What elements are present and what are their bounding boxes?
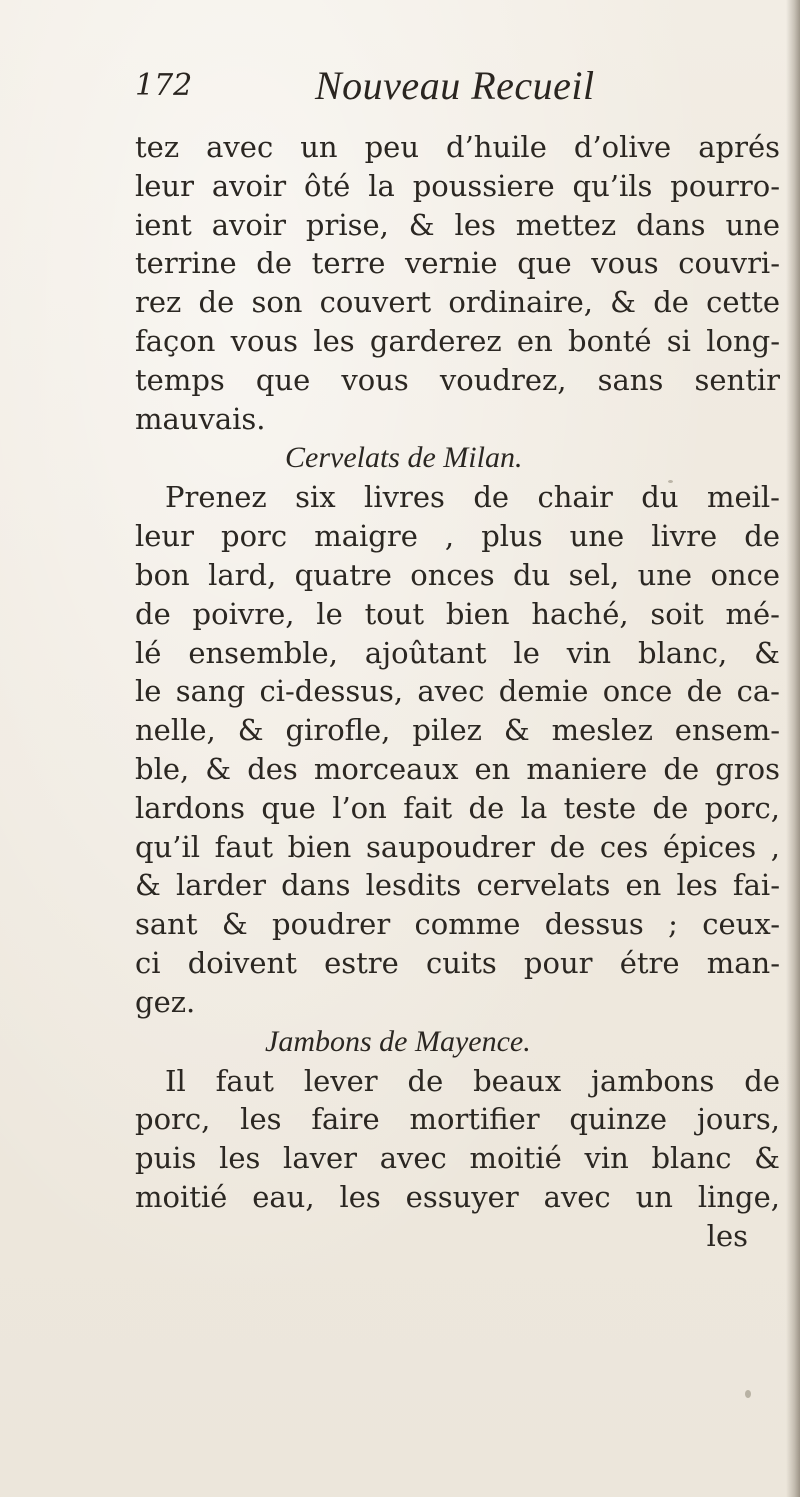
page-edge-shadow [786, 0, 800, 1497]
text-line: qu’il faut bien saupoudrer de ces épices , [135, 829, 780, 864]
text-line: ble, & des morceaux en maniere de gros [135, 751, 780, 786]
page-text [135, 128, 780, 1255]
text-line: lé ensemble, ajoûtant le vin blanc, & [135, 635, 780, 670]
text-line: le sang ci-dessus, avec demie once de ca- [135, 674, 780, 709]
text-line: ient avoir prise, & les mettez dans une [135, 207, 780, 242]
text-line: sant & poudrer comme dessus ; ceux- [135, 907, 780, 942]
catchword: les [706, 1218, 748, 1253]
paper-speck [668, 480, 673, 483]
text-line: Il faut lever de beaux jambons de [165, 1063, 780, 1098]
text-line: & larder dans lesdits cervelats en les fai- [135, 868, 780, 903]
text-line: lardons que l’on fait de la teste de porc, [135, 790, 780, 825]
text-line: tez avec un peu d’huile d’olive aprés [135, 130, 780, 164]
text-line: de poivre, le tout bien haché, soit mé- [135, 596, 780, 631]
text-line: Prenez six livres de chair du meil- [165, 480, 780, 515]
running-title: Nouveau Recueil [315, 63, 595, 108]
text-line: nelle, & girofle, pilez & meslez ensem- [135, 713, 780, 748]
text-line: moitié eau, les essuyer avec un linge, [135, 1179, 780, 1214]
text-line: rez de son couvert ordinaire, & de cette [135, 285, 780, 320]
text-line: temps que vous voudrez, sans sentir [135, 362, 780, 397]
text-line: terrine de terre vernie que vous couvri- [135, 246, 780, 281]
page-number: 172 [135, 68, 193, 103]
paper-speck [745, 1390, 751, 1398]
text-line: ci doivent estre cuits pour étre man- [135, 945, 780, 980]
section-heading-cervelats: Cervelats de Milan. [285, 441, 523, 475]
section-heading-jambons: Jambons de Mayence. [265, 1024, 531, 1058]
running-head [135, 62, 655, 112]
text-line: porc, les faire mortifier quinze jours, [135, 1102, 780, 1137]
text-line: mauvais. [135, 401, 266, 436]
text-line: leur porc maigre , plus une livre de [135, 519, 780, 554]
text-line: gez. [135, 984, 196, 1019]
text-line: façon vous les garderez en bonté si long- [135, 323, 780, 358]
text-line: puis les laver avec moitié vin blanc & [135, 1141, 780, 1176]
text-line: bon lard, quatre onces du sel, une once [135, 557, 780, 592]
text-line: leur avoir ôté la poussiere qu’ils pourro- [135, 168, 780, 203]
